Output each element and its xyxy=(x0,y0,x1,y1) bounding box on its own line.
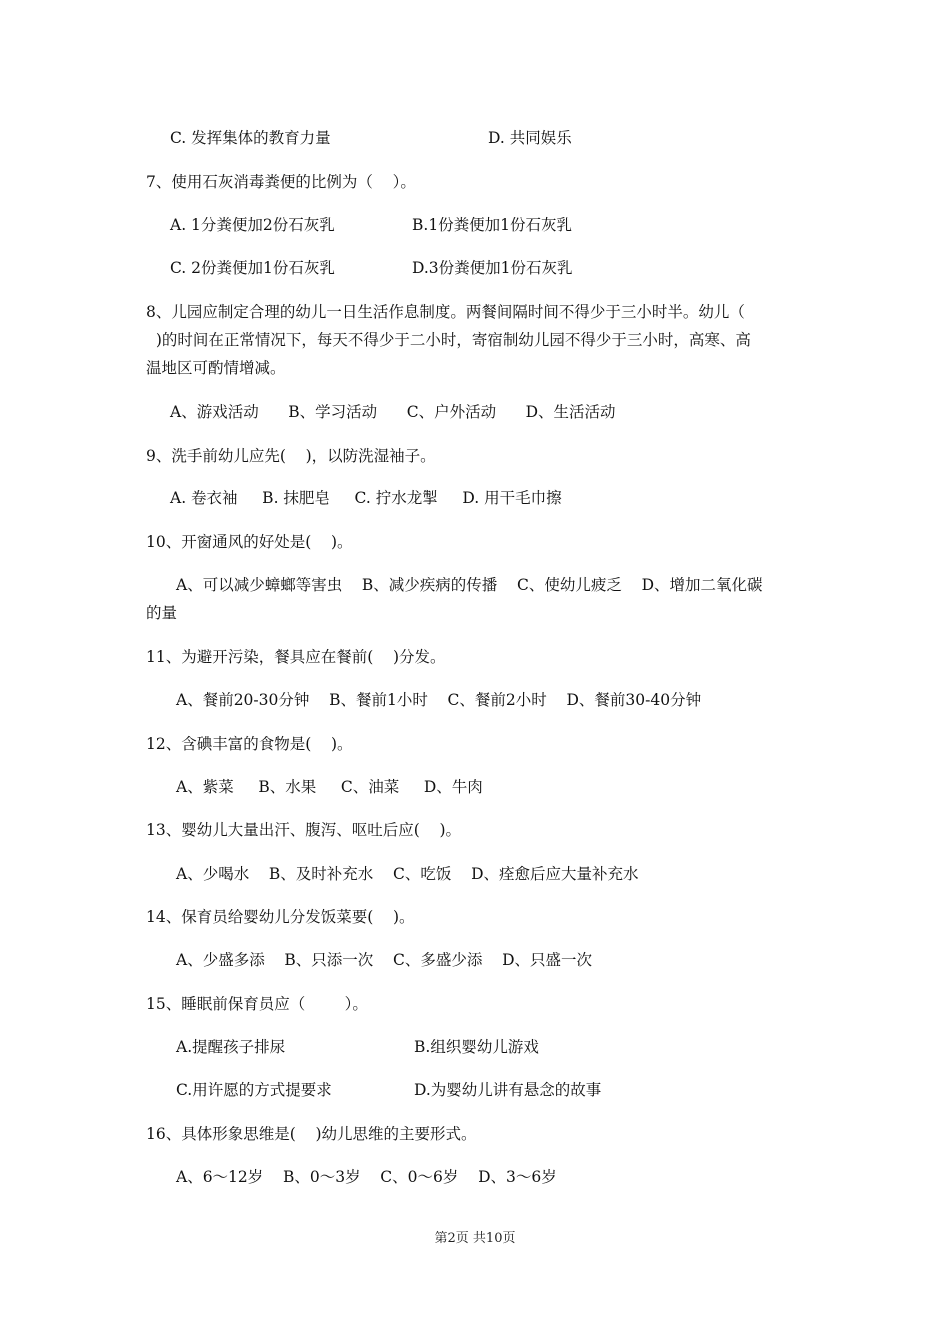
q7-option-b: B.1份粪便加1份石灰乳 xyxy=(412,216,573,234)
question-8-line-3: 温地区可酌情增减。 xyxy=(146,359,286,377)
question-16: 16、具体形象思维是( )幼儿思维的主要形式。 xyxy=(146,1125,477,1143)
q15-option-b: B.组织婴幼儿游戏 xyxy=(414,1038,539,1056)
question-12: 12、含碘丰富的食物是( )。 xyxy=(146,735,353,753)
q11-options: A、餐前20-30分钟 B、餐前1小时 C、餐前2小时 D、餐前30-40分钟 xyxy=(176,691,702,709)
question-13: 13、婴幼儿大量出汗、腹泻、呕吐后应( )。 xyxy=(146,821,462,839)
q10-options-line-1: A、可以减少蟑螂等害虫 B、减少疾病的传播 C、使幼儿疲乏 D、增加二氧化碳 xyxy=(176,576,763,594)
page-footer: 第2页 共10页 xyxy=(434,1231,516,1246)
q7-option-d: D.3份粪便加1份石灰乳 xyxy=(412,259,573,277)
q16-options: A、6～12岁 B、0～3岁 C、0～6岁 D、3～6岁 xyxy=(176,1168,557,1186)
question-8-line-1: 8、儿园应制定合理的幼儿一日生活作息制度。两餐间隔时间不得少于三小时半。幼儿（ xyxy=(146,303,745,321)
question-10: 10、开窗通风的好处是( )。 xyxy=(146,533,353,551)
q9-options: A. 卷衣袖 B. 抹肥皂 C. 拧水龙掣 D. 用干毛巾擦 xyxy=(170,489,562,507)
q8-options: A、游戏活动 B、学习活动 C、户外活动 D、生活活动 xyxy=(170,403,616,421)
q13-options: A、少喝水 B、及时补充水 C、吃饭 D、痊愈后应大量补充水 xyxy=(176,865,639,883)
question-15: 15、睡眠前保育员应（ ）。 xyxy=(146,995,368,1013)
q7-option-a: A. 1分粪便加2份石灰乳 xyxy=(170,216,335,234)
q15-option-d: D.为婴幼儿讲有悬念的故事 xyxy=(414,1081,602,1099)
question-11: 11、为避开污染，餐具应在餐前( )分发。 xyxy=(146,648,446,666)
q15-option-a: A.提醒孩子排尿 xyxy=(176,1038,286,1056)
question-7: 7、使用石灰消毒粪便的比例为（ ）。 xyxy=(146,173,416,191)
q6-option-c: C. 发挥集体的教育力量 xyxy=(170,129,331,147)
q14-options: A、少盛多添 B、只添一次 C、多盛少添 D、只盛一次 xyxy=(176,951,592,969)
question-8-line-2: )的时间在正常情况下，每天不得少于二小时，寄宿制幼儿园不得少于三小时，高寒、高 xyxy=(146,331,751,349)
question-14: 14、保育员给婴幼儿分发饭菜要( )。 xyxy=(146,908,415,926)
question-9: 9、洗手前幼儿应先( )，以防洗湿袖子。 xyxy=(146,447,436,465)
q15-option-c: C.用许愿的方式提要求 xyxy=(176,1081,332,1099)
q10-options-line-2: 的量 xyxy=(146,604,178,622)
q12-options: A、紫菜 B、水果 C、油菜 D、牛肉 xyxy=(176,778,483,796)
q6-option-d: D. 共同娱乐 xyxy=(488,129,572,147)
q7-option-c: C. 2份粪便加1份石灰乳 xyxy=(170,259,335,277)
